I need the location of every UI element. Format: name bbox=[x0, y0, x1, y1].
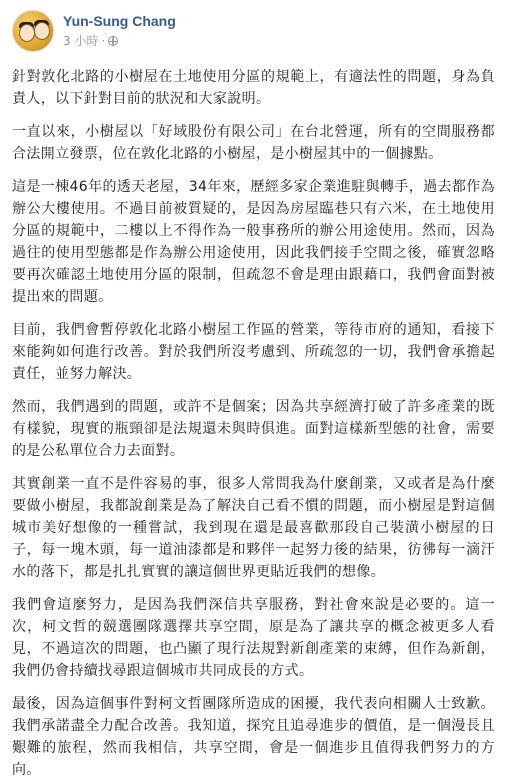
post-paragraph: 然而，我們遇到的問題，或許不是個案；因為共享經濟打破了許多產業的既有樣貌，現實的瓶頸卻是法規還未與時俱進。面對這樣新型態的社會，需要的是公私單位合力去面對。 bbox=[12, 399, 495, 459]
post-paragraph: 其實創業一直不是件容易的事，很多人常問我為什麼創業，又或者是為什麼要做小樹屋，我都說創業是為了解決自己看不慣的問題，而小樹屋是對這個城市美好想像的一種嘗試，我到現在還是最喜歡那段自己裝潢小樹屋的日子，每一塊木頭，每一道油漆都是和夥伴一起努力後的結果，彷彿每一滴汗水的落下，都是扎扎實實的讓這個世界更貼近我們的想像。 bbox=[12, 476, 495, 580]
globe-icon[interactable] bbox=[108, 36, 118, 46]
post-timestamp[interactable]: 3 小時 bbox=[63, 34, 99, 48]
post-paragraph: 這是一棟46年的透天老屋，34年來，歷經多家企業進駐與轉手，過去都作為辦公大樓使用。不過目前被質疑的，是因為房屋臨巷只有六米，在土地使用分區的規範中，二樓以上不得作為一般事務所的辦公用途使用。然而，因為過往的使用型態都是作為辦公用途使用，因此我們接手空間之後，確實忽略要再次確認土地使用分區的限制，但疏忽不會是理由跟藉口，我們會面對被提出來的問題。 bbox=[12, 179, 495, 305]
post-header bbox=[12, 10, 499, 56]
separator: · bbox=[101, 34, 106, 48]
author-name[interactable]: Yun-Sung Chang bbox=[63, 13, 176, 29]
avatar[interactable] bbox=[12, 10, 54, 52]
post-paragraph: 一直以來，小樹屋以「好域股份有限公司」在台北營運，所有的空間服務都合法開立發票，位在敦化北路的小樹屋，是小樹屋其中的一個據點。 bbox=[12, 124, 495, 162]
post-subline bbox=[63, 33, 176, 49]
post-paragraph: 我們會這麼努力，是因為我們深信共享服務，對社會來說是必要的。這一次，柯文哲的競選團隊選擇共享空間，原是為了讓共享的概念被更多人看見，不過這次的問題，也凸顯了現行法規對新創產業的束縛，但作為新創，我們仍會持續找尋跟這個城市共同成長的方式。 bbox=[12, 597, 495, 679]
post-paragraph: 目前，我們會暫停敦化北路小樹屋工作區的營業，等待市府的通知，看接下來能夠如何進行改善。對於我們所沒考慮到、所疏忽的一切，我們會承擔起責任，並努力解決。 bbox=[12, 322, 495, 382]
post-paragraph: 最後，因為這個事件對柯文哲團隊所造成的困擾，我代表向相關人士致歉。我們承諾盡全力配合改善。我知道，探究且追尋進步的價值，是一個漫長且艱難的旅程，然而我相信，共享空間，會是一個進步且值得我們努力的方向。 bbox=[12, 696, 495, 778]
post-paragraph: 針對敦化北路的小樹屋在土地使用分區的規範上，有適法性的問題，身為負責人，以下針對目前的狀況和大家說明。 bbox=[12, 69, 495, 107]
post-body bbox=[12, 66, 499, 781]
post-meta bbox=[63, 10, 176, 49]
